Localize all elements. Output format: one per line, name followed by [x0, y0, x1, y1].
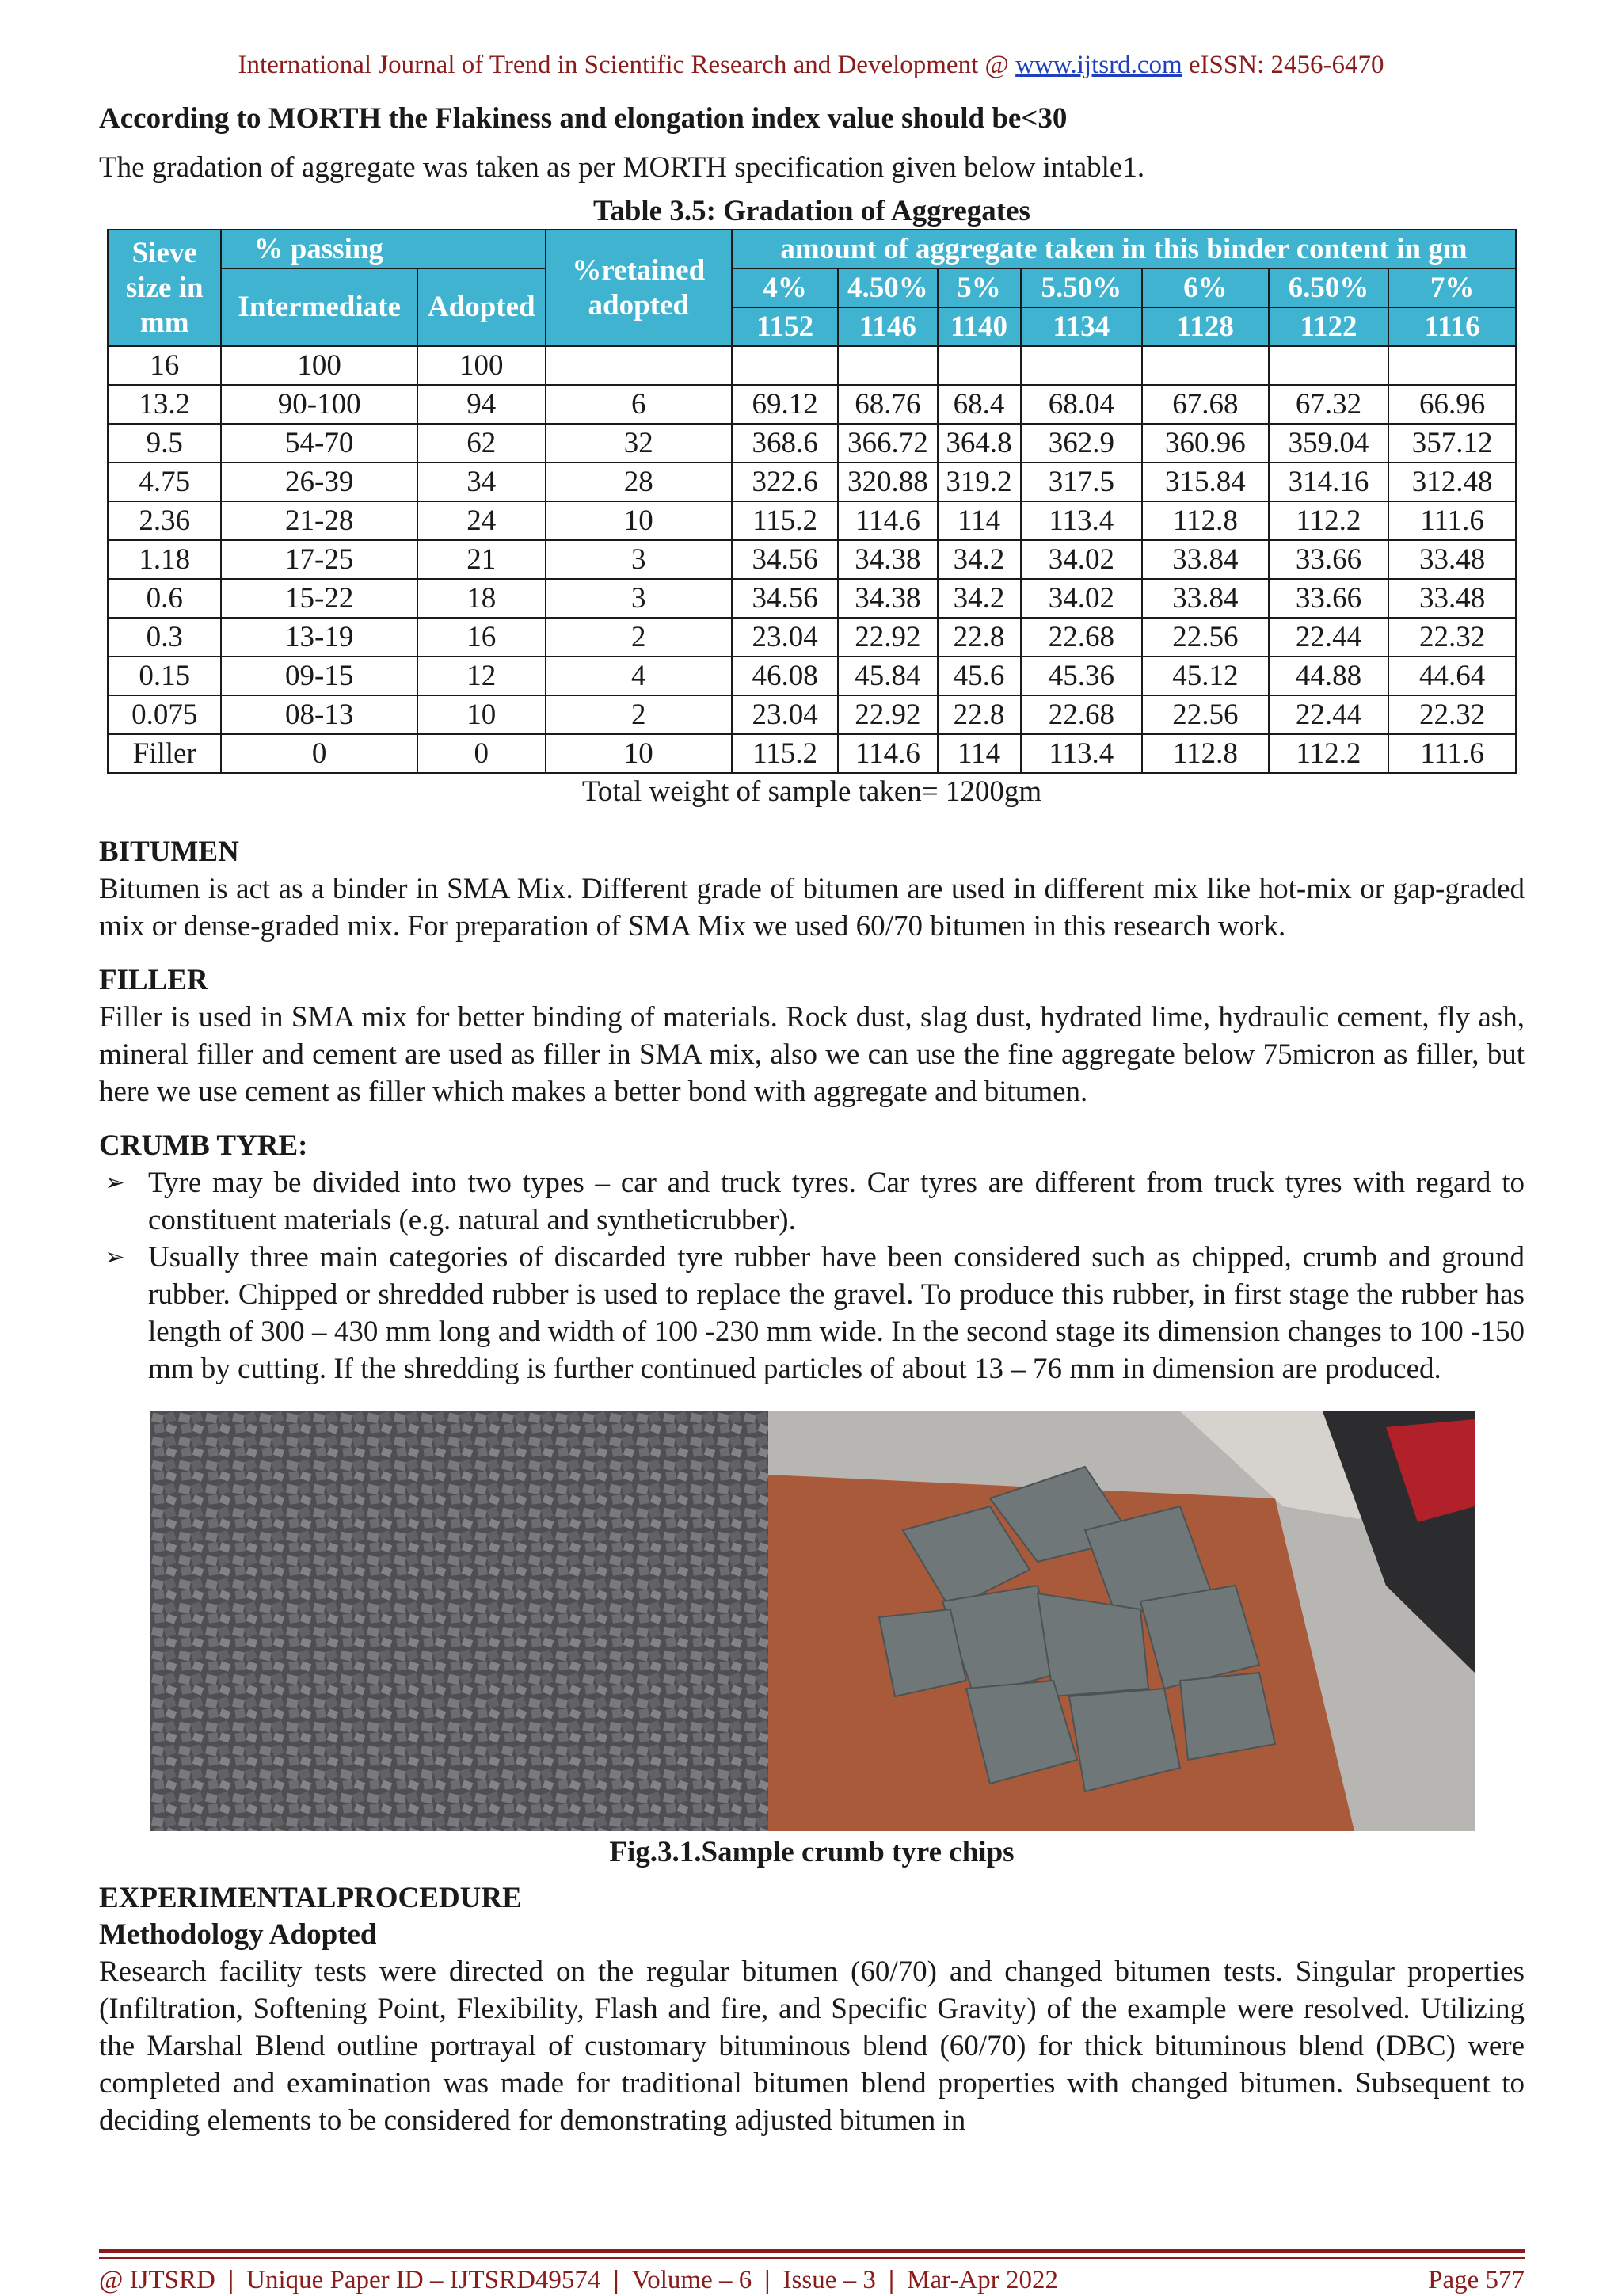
list-item-text: Tyre may be divided into two types – car and truck tyres. Car tyres are different from truck tyres with regard to constituent materials (e.g. natural and syntheticrubber). [148, 1167, 1525, 1236]
running-header [0, 51, 1622, 80]
cell: 112.2 [1269, 734, 1389, 773]
cell: 23.04 [732, 695, 838, 734]
cell: 33.84 [1142, 579, 1269, 618]
cell: 13.2 [108, 385, 221, 424]
header-passing: % passing [221, 230, 545, 268]
cell: 68.76 [838, 385, 937, 424]
journal-url-link[interactable]: www.ijtsrd.com [1015, 51, 1182, 79]
footer-divider [99, 2257, 1525, 2259]
header-binder-pct: 5% [938, 268, 1021, 307]
table-row [108, 695, 1516, 734]
cell: 10 [546, 501, 732, 540]
table-row [108, 385, 1516, 424]
cell: 3 [546, 540, 732, 579]
cell: 18 [417, 579, 546, 618]
table-body [108, 346, 1516, 773]
cell: 26-39 [221, 463, 417, 501]
cell: 360.96 [1142, 424, 1269, 463]
cell: 22.92 [838, 618, 937, 657]
cell: 22.44 [1269, 695, 1389, 734]
cell: 22.68 [1021, 618, 1143, 657]
cell: 21-28 [221, 501, 417, 540]
cell: 6 [546, 385, 732, 424]
cell: 34.56 [732, 579, 838, 618]
footer-separator: | [613, 2266, 619, 2294]
cell: 22.92 [838, 695, 937, 734]
table-row [108, 734, 1516, 773]
methodology-subheading: Methodology Adopted [99, 1918, 377, 1951]
cell: 115.2 [732, 734, 838, 773]
cell: 22.56 [1142, 695, 1269, 734]
cell: 23.04 [732, 618, 838, 657]
cell: 111.6 [1388, 501, 1516, 540]
issn: eISSN: 2456-6470 [1182, 51, 1384, 79]
cell: 2 [546, 695, 732, 734]
cell: 4.75 [108, 463, 221, 501]
cell: 17-25 [221, 540, 417, 579]
cell: 33.66 [1269, 540, 1389, 579]
header-binder-wt: 1128 [1142, 307, 1269, 346]
footer-separator: | [764, 2266, 771, 2294]
arrow-bullet-icon: ➢ [105, 1169, 125, 1197]
footer-separator: | [227, 2266, 234, 2294]
cell: 22.8 [938, 695, 1021, 734]
cell: 366.72 [838, 424, 937, 463]
footer-journal: @ IJTSRD [99, 2266, 215, 2294]
cell: 10 [417, 695, 546, 734]
cell: 68.04 [1021, 385, 1143, 424]
header-binder-wt: 1122 [1269, 307, 1389, 346]
figure-caption: Fig.3.1.Sample crumb tyre chips [609, 1836, 1015, 1868]
cell: 319.2 [938, 463, 1021, 501]
cell [1388, 346, 1516, 385]
footer-paper-id: Unique Paper ID – IJTSRD49574 [246, 2266, 601, 2294]
cell: 45.36 [1021, 657, 1143, 695]
table-row [108, 657, 1516, 695]
crumb-tyre-photo [150, 1411, 1475, 1831]
cell: 1.18 [108, 540, 221, 579]
cell: 22.32 [1388, 695, 1516, 734]
cell: 16 [417, 618, 546, 657]
journal-name: International Journal of Trend in Scientific Research and Development @ [238, 51, 1016, 79]
header-binder-wt: 1116 [1388, 307, 1516, 346]
cell: 113.4 [1021, 501, 1143, 540]
filler-text: Filler is used in SMA mix for better binding of materials. Rock dust, slag dust, hydrated lime, hydraulic cement, fly ash, mineral filler and cement are used as filler in SMA mix, also we can use the fine aggregate below 75micron as filler, but here we use cement as filler which makes a better bond with aggregate and bitumen. [99, 1001, 1525, 1108]
cell: 359.04 [1269, 424, 1389, 463]
cell: 21 [417, 540, 546, 579]
cell: 2 [546, 618, 732, 657]
cell [1269, 346, 1389, 385]
header-binder-pct: 4.50% [838, 268, 937, 307]
cell: 114.6 [838, 734, 937, 773]
cell: 16 [108, 346, 221, 385]
cell: 28 [546, 463, 732, 501]
cell: 34.38 [838, 579, 937, 618]
cell: 34.38 [838, 540, 937, 579]
cell: 114.6 [838, 501, 937, 540]
table-row [108, 618, 1516, 657]
cell: 112.8 [1142, 734, 1269, 773]
footer-divider [99, 2249, 1525, 2253]
bitumen-text: Bitumen is act as a binder in SMA Mix. Different grade of bitumen are used in different mix like hot-mix or gap-graded mix or dense-graded mix. For preparation of SMA Mix we used 60/70 bitumen in this research work. [99, 873, 1525, 942]
header-binder-pct: 6% [1142, 268, 1269, 307]
cell: 33.48 [1388, 540, 1516, 579]
cell: 34.56 [732, 540, 838, 579]
table-caption: Table 3.5: Gradation of Aggregates [593, 195, 1030, 227]
cell: 112.2 [1269, 501, 1389, 540]
table-row [108, 501, 1516, 540]
table-row [108, 463, 1516, 501]
footer-volume: Volume – 6 [631, 2266, 752, 2294]
cell: 13-19 [221, 618, 417, 657]
cell: 67.32 [1269, 385, 1389, 424]
footer-info [99, 2264, 1058, 2296]
cell: 34.02 [1021, 540, 1143, 579]
cell: 22.8 [938, 618, 1021, 657]
header-amount: amount of aggregate taken in this binder content in gm [732, 230, 1516, 268]
cell: 100 [417, 346, 546, 385]
cell [1142, 346, 1269, 385]
header-retained: %retained adopted [546, 230, 732, 346]
cell [732, 346, 838, 385]
cell: 114 [938, 734, 1021, 773]
cell: 22.68 [1021, 695, 1143, 734]
cell: 0.3 [108, 618, 221, 657]
crumb-tyre-list [99, 1164, 1525, 1388]
cell: Filler [108, 734, 221, 773]
cell: 100 [221, 346, 417, 385]
cell: 45.12 [1142, 657, 1269, 695]
cell: 34 [417, 463, 546, 501]
cell: 09-15 [221, 657, 417, 695]
cell: 111.6 [1388, 734, 1516, 773]
list-item [99, 1239, 1525, 1388]
cell: 44.88 [1269, 657, 1389, 695]
bitumen-heading: BITUMEN [99, 836, 239, 868]
cell: 67.68 [1142, 385, 1269, 424]
footer-separator: | [888, 2266, 895, 2294]
filler-heading: FILLER [99, 964, 208, 996]
cell: 34.02 [1021, 579, 1143, 618]
cell: 33.48 [1388, 579, 1516, 618]
cell: 08-13 [221, 695, 417, 734]
cell: 312.48 [1388, 463, 1516, 501]
cell: 115.2 [732, 501, 838, 540]
footer-date: Mar-Apr 2022 [907, 2266, 1059, 2294]
cell [938, 346, 1021, 385]
cell: 45.6 [938, 657, 1021, 695]
cell: 94 [417, 385, 546, 424]
table-row [108, 346, 1516, 385]
cell: 4 [546, 657, 732, 695]
cell: 44.64 [1388, 657, 1516, 695]
cell: 22.32 [1388, 618, 1516, 657]
cell: 12 [417, 657, 546, 695]
cell: 0.15 [108, 657, 221, 695]
cell [838, 346, 937, 385]
header-binder-wt: 1146 [838, 307, 937, 346]
cell: 10 [546, 734, 732, 773]
shredded-rubber-photo [768, 1411, 1475, 1831]
cell: 22.56 [1142, 618, 1269, 657]
header-binder-pct: 7% [1388, 268, 1516, 307]
morth-statement: According to MORTH the Flakiness and elongation index value should be<30 [99, 102, 1068, 135]
cell: 0.075 [108, 695, 221, 734]
header-binder-pct: 6.50% [1269, 268, 1389, 307]
cell: 32 [546, 424, 732, 463]
cell: 34.2 [938, 579, 1021, 618]
cell: 0 [221, 734, 417, 773]
methodology-text: Research facility tests were directed on the regular bitumen (60/70) and changed bitumen tests. Singular properties (Infiltration, Softening Point, Flexibility, Flash and fire, and Specific Gravity) of the example were resolved. Utilizing the Marshal Blend outline portrayal of customary bituminous blend (60/70) for thick bituminous blend (DBC) were completed and examination was made for traditional bitumen blend properties with changed bitumen. Subsequent to deciding elements to be considered for demonstrating adjusted bitumen in [99, 1955, 1525, 2137]
cell: 54-70 [221, 424, 417, 463]
cell: 314.16 [1269, 463, 1389, 501]
cell: 9.5 [108, 424, 221, 463]
list-item [99, 1164, 1525, 1239]
cell: 62 [417, 424, 546, 463]
header-binder-pct: 5.50% [1021, 268, 1143, 307]
footer-issue: Issue – 3 [782, 2266, 876, 2294]
experimental-heading: EXPERIMENTALPROCEDURE [99, 1882, 522, 1914]
header-adopted: Adopted [417, 268, 546, 346]
cell: 22.44 [1269, 618, 1389, 657]
cell: 112.8 [1142, 501, 1269, 540]
cell: 46.08 [732, 657, 838, 695]
list-item-text: Usually three main categories of discarded tyre rubber have been considered such as chipped, crumb and ground rubber. Chipped or shredded rubber is used to replace the gravel. To produce this rubber, in first stage the rubber has length of 300 – 430 mm long and width of 100 -230 mm wide. In the second stage its dimension changes to 100 -150 mm by cutting. If the shredding is further continued particles of about 13 – 76 mm in dimension are produced. [148, 1241, 1525, 1385]
cell: 15-22 [221, 579, 417, 618]
cell: 357.12 [1388, 424, 1516, 463]
crumb-tyre-heading: CRUMB TYRE: [99, 1129, 308, 1162]
cell: 90-100 [221, 385, 417, 424]
cell: 364.8 [938, 424, 1021, 463]
cell: 3 [546, 579, 732, 618]
header-binder-wt: 1152 [732, 307, 838, 346]
header-binder-pct: 4% [732, 268, 838, 307]
cell: 317.5 [1021, 463, 1143, 501]
gradation-table [107, 229, 1517, 774]
cell [1021, 346, 1143, 385]
cell: 33.84 [1142, 540, 1269, 579]
cell [546, 346, 732, 385]
header-binder-wt: 1134 [1021, 307, 1143, 346]
cell: 33.66 [1269, 579, 1389, 618]
cell: 69.12 [732, 385, 838, 424]
cell: 320.88 [838, 463, 937, 501]
cell: 0 [417, 734, 546, 773]
cell: 114 [938, 501, 1021, 540]
arrow-bullet-icon: ➢ [105, 1243, 125, 1271]
cell: 315.84 [1142, 463, 1269, 501]
gradation-text: The gradation of aggregate was taken as per MORTH specification given below intable1. [99, 151, 1145, 184]
page-body [99, 100, 1525, 2139]
cell: 68.4 [938, 385, 1021, 424]
cell: 45.84 [838, 657, 937, 695]
cell: 66.96 [1388, 385, 1516, 424]
cell: 113.4 [1021, 734, 1143, 773]
header-binder-wt: 1140 [938, 307, 1021, 346]
table-row [108, 540, 1516, 579]
table-row [108, 579, 1516, 618]
total-weight: Total weight of sample taken= 1200gm [581, 775, 1042, 808]
page-number: Page 577 [1428, 2266, 1525, 2294]
cell: 34.2 [938, 540, 1021, 579]
cell: 24 [417, 501, 546, 540]
cell: 368.6 [732, 424, 838, 463]
cell: 362.9 [1021, 424, 1143, 463]
crumb-tyre-figure [150, 1411, 1475, 1831]
cell: 322.6 [732, 463, 838, 501]
cell: 2.36 [108, 501, 221, 540]
header-intermediate: Intermediate [221, 268, 417, 346]
header-sieve: Sieve size in mm [108, 230, 221, 346]
table-row [108, 424, 1516, 463]
cell: 0.6 [108, 579, 221, 618]
